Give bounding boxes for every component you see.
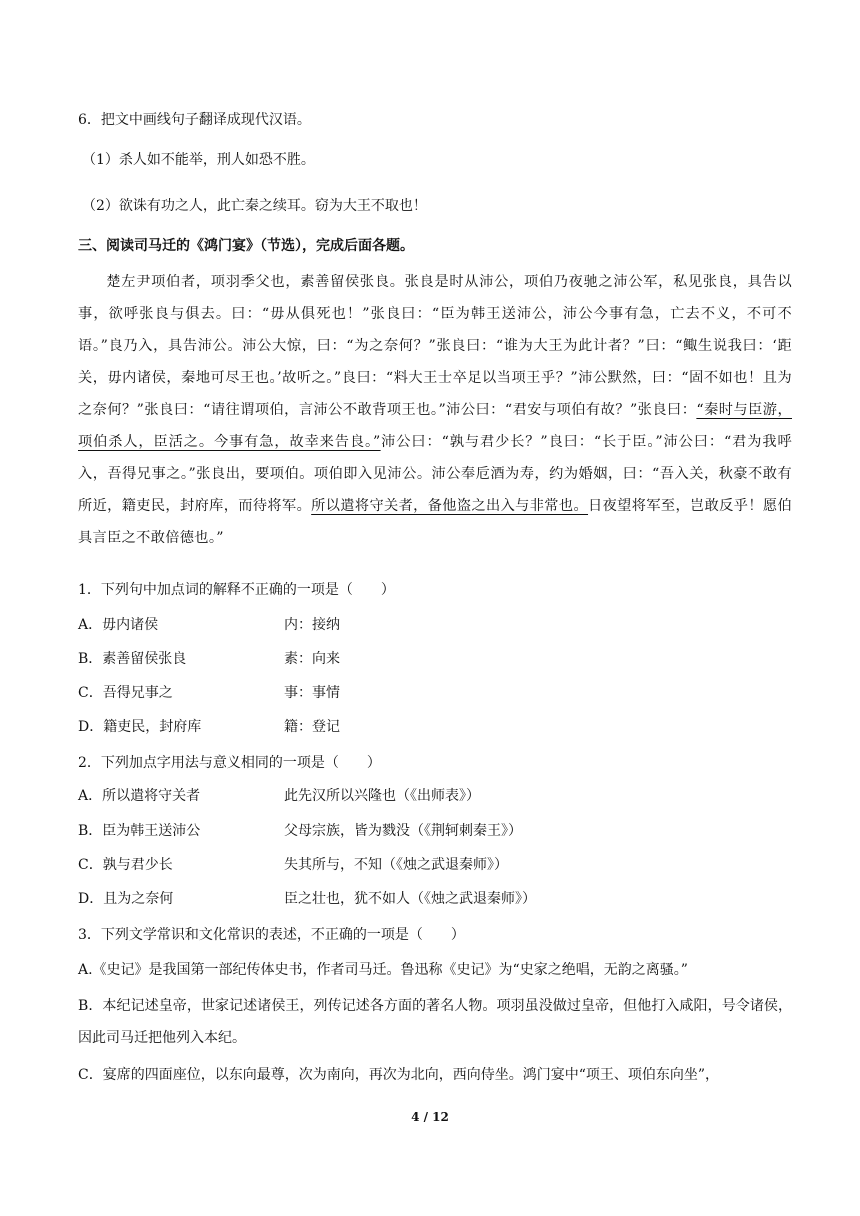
section-3-heading: 三、阅读司马迁的《鸿门宴》（节选），完成后面各题。 (78, 238, 414, 254)
question-6-sentence-2: （2）欲诛有功之人，此亡秦之续耳。窃为大王不取也！ (82, 198, 427, 214)
q3-option-b: B．本纪记述皇帝，世家记述诸侯王，列传记述各方面的著名人物。项羽虽没做过皇帝，但他打入咸阳，号令诸侯，因此司马迁把他列入本纪。 (78, 998, 792, 1046)
q3-option-a: A.《史记》是我国第一部纪传体史书，作者司马迁。鲁迅称《史记》为“史家之绝唱，无韵之离骚。” (78, 962, 688, 978)
q2-option-c-example: 失其所与，不知（《烛之武退秦师》） (284, 857, 508, 873)
underlined-sentence-2: 所以遣将守关者，备他盗之出入与非常也。 (311, 498, 589, 514)
passage-text-3: 日夜望将军至，岂敢反乎！愿伯具言臣之不敢倍德也。” (78, 498, 793, 546)
q1-option-a (78, 615, 340, 635)
q1-option-a-gloss: 内：接纳 (284, 617, 340, 633)
q2-option-b-text: B．臣为韩王送沛公 (78, 823, 201, 839)
q2-option-c-text: C．孰与君少长 (78, 857, 173, 873)
q2-option-b (78, 821, 522, 841)
q1-option-c-text: C．吾得兄事之 (78, 685, 173, 701)
passage-text-2: 沛公曰：“孰与君少长？”良曰：“长于臣。”沛公曰：“君为我呼入，吾得兄事之。”张良出，要项伯。项伯即入见沛公。沛公奉卮酒为寿，约为婚姻，曰：“吾入关，秋豪不敢有所近，籍吏民，封府库，而待将军。 (78, 434, 792, 514)
question-6-sentence-1: （1）杀人如不能举，刑人如恐不胜。 (82, 152, 315, 168)
q2-option-d (78, 889, 536, 909)
question-6-title: 6．把文中画线句子翻译成现代汉语。 (78, 112, 311, 128)
q1-option-b-gloss: 素：向来 (284, 651, 340, 667)
q2-option-d-example: 臣之壮也，犹不如人（《烛之武退秦师》） (284, 891, 536, 907)
q1-option-b-text: B．素善留侯张良 (78, 651, 187, 667)
underlined-sentence-1: “秦时与臣游，项伯杀人，臣活之。今事有急，故幸来告良。” (78, 402, 792, 450)
q2-option-b-example: 父母宗族，皆为戮没（《荆轲刺秦王》） (284, 823, 522, 839)
q1-option-d-text: D．籍吏民，封府库 (78, 719, 202, 735)
q2-option-a (78, 786, 480, 806)
q2-option-a-example: 此先汉所以兴隆也（《出师表》） (284, 788, 480, 804)
q2-option-c (78, 855, 508, 875)
page-number: 4 / 12 (411, 1110, 449, 1124)
passage-hongmenyan (78, 266, 792, 554)
question-3-title: 3．下列文学常识和文化常识的表述，不正确的一项是（ ） (78, 927, 465, 943)
question-2-title: 2．下列加点字用法与意义相同的一项是（ ） (78, 755, 381, 771)
q1-option-c-gloss: 事：事情 (284, 685, 340, 701)
q1-option-b (78, 649, 340, 669)
q1-option-c (78, 683, 340, 703)
q2-option-a-text: A．所以遣将守关者 (78, 788, 201, 804)
q1-option-a-text: A．毋内诸侯 (78, 617, 159, 633)
q3-option-c: C．宴席的四面座位，以东向最尊，次为南向，再次为北向，西向侍坐。鸿门宴中“项王、项伯东向坐”， (78, 1067, 720, 1083)
q1-option-d-gloss: 籍：登记 (284, 719, 340, 735)
q1-option-d (78, 717, 340, 737)
question-1-title: 1．下列句中加点词的解释不正确的一项是（ ） (78, 582, 395, 598)
passage-text-1: 楚左尹项伯者，项羽季父也，素善留侯张良。张良是时从沛公，项伯乃夜驰之沛公军，私见张良，具告以事，欲呼张良与俱去。曰：“毋从俱死也！”张良曰：“臣为韩王送沛公，沛公今事有急，亡去不义，不可不语。”良乃入，具告沛公。沛公大惊，曰：“为之奈何？”张良曰：“谁为大王为此计者？”曰：“鲰生说我曰：‘距关，毋内诸侯，秦地可尽王也。’故听之。”良曰：“料大王士卒足以当项王乎？”沛公默然，曰：“固不如也！且为之奈何？”张良曰：“请往谓项伯，言沛公不敢背项王也。”沛公曰：“君安与项伯有故？”张良曰： (78, 274, 792, 418)
q2-option-d-text: D．且为之奈何 (78, 891, 174, 907)
